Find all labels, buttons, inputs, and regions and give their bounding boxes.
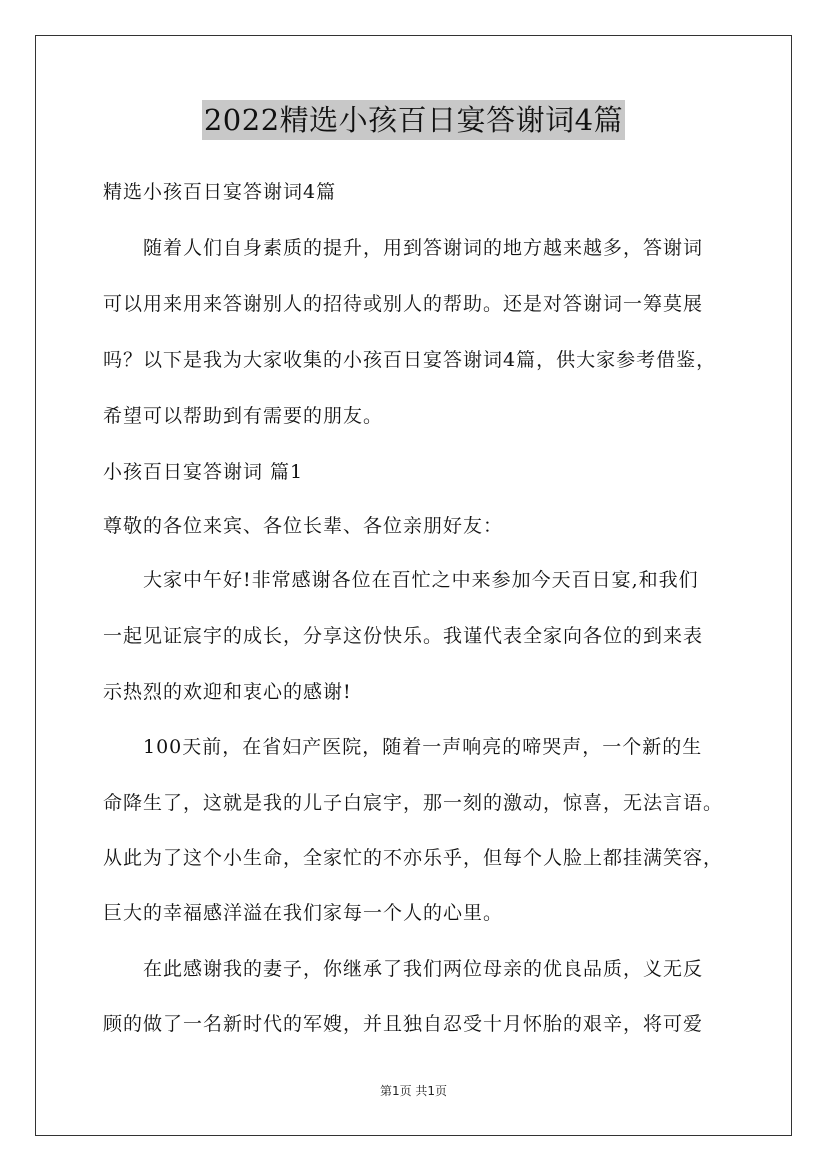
body-line: 希望可以帮助到有需要的朋友。 [103,405,384,427]
section-heading: 小孩百日宴答谢词 篇1 [103,461,304,483]
body-line: 巨大的幸福感洋溢在我们家每一个人的心里。 [103,902,504,924]
body-line: 吗？以下是我为大家收集的小孩百日宴答谢词4篇，供大家参考借鉴， [103,349,717,371]
body-line: 从此为了这个小生命，全家忙的不亦乐乎，但每个人脸上都挂满笑容， [103,847,724,869]
body-line: 随着人们自身素质的提升，用到答谢词的地方越来越多，答谢词 [143,237,704,259]
body-line: 可以用来用来答谢别人的招待或别人的帮助。还是对答谢词一筹莫展 [103,293,704,315]
body-line: 尊敬的各位来宾、各位长辈、各位亲朋好友： [103,515,504,537]
body-line: 在此感谢我的妻子，你继承了我们两位母亲的优良品质，义无反 [143,958,704,980]
body-line: 顾的做了一名新时代的军嫂，并且独自忍受十月怀胎的艰辛，将可爱 [103,1013,704,1035]
body-line: 命降生了，这就是我的儿子白宸宇，那一刻的激动，惊喜，无法言语。 [103,792,724,814]
title-container [0,100,827,140]
body-line: 精选小孩百日宴答谢词4篇 [103,181,337,203]
body-line: 一起见证宸宇的成长，分享这份快乐。我谨代表全家向各位的到来表 [103,625,704,647]
document-title: 2022精选小孩百日宴答谢词4篇 [202,100,625,140]
body-line: 示热烈的欢迎和衷心的感谢! [103,681,352,703]
body-line: 大家中午好!非常感谢各位在百忙之中来参加今天百日宴,和我们 [143,569,699,591]
body-line: 100天前，在省妇产医院，随着一声响亮的啼哭声，一个新的生 [143,736,703,758]
page-number: 第1页 共1页 [379,1084,448,1098]
